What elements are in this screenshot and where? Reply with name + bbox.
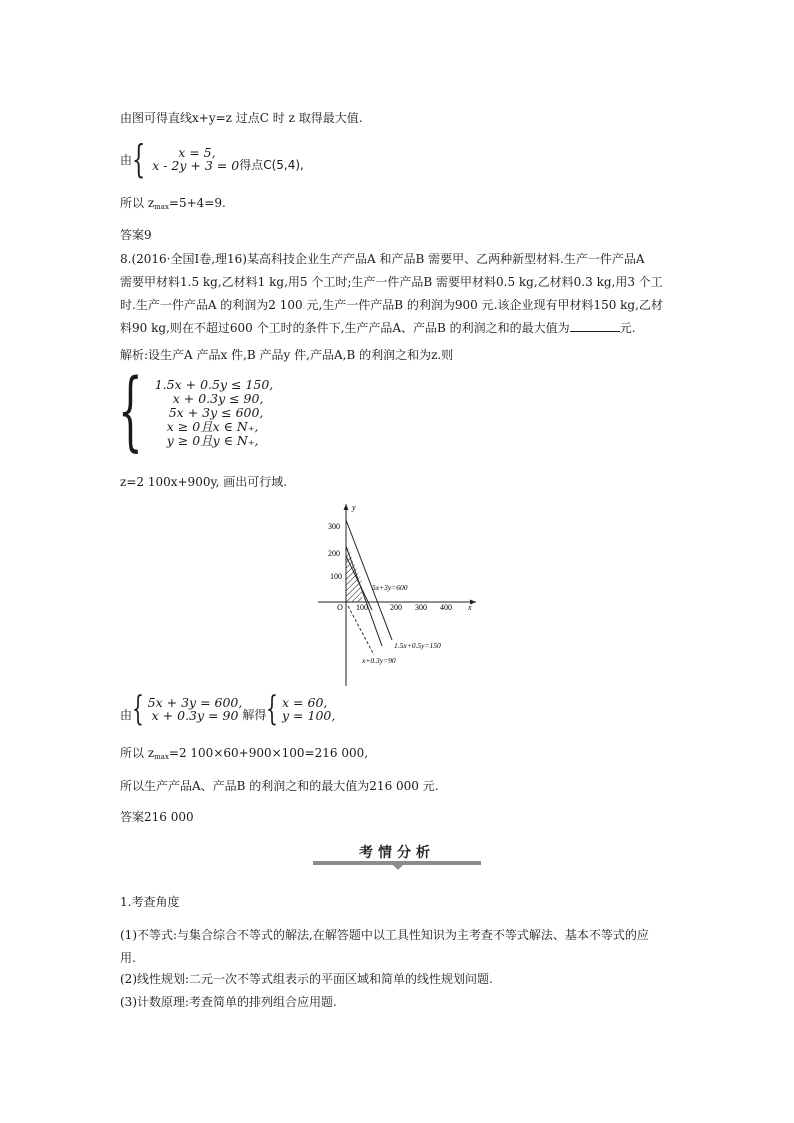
x-tick-label: 100 — [356, 603, 368, 612]
y-tick-label: 300 — [328, 522, 340, 531]
problem-line: 时.生产一件产品A 的利润为2 100 元,生产一件产品B 的利润为900 元.该企业现有甲材料150 kg,乙材 — [120, 298, 663, 312]
x-tick-label: 300 — [415, 603, 427, 612]
text-prefix: 由 — [120, 707, 133, 722]
text-suffix: 得点C(5,4), — [239, 157, 304, 172]
equation-rows — [152, 140, 239, 178]
answer-line: 答案9 — [120, 228, 152, 242]
solution-line: 解析:设生产A 产品x 件,B 产品y 件,产品A,B 的利润之和为z.则 — [120, 348, 454, 362]
line-label: 1.5x+0.5y=150 — [394, 641, 441, 650]
inequality-row: 1.5x + 0.5y ≤ 150, — [154, 377, 274, 392]
answer-line: 答案216 000 — [120, 810, 194, 824]
x-tick-label: 200 — [390, 603, 402, 612]
inequality-rows — [155, 377, 274, 449]
inequality-row: x ≥ 0且x ∈ N₊, — [166, 419, 259, 434]
brace: { — [118, 361, 143, 461]
y-axis-arrow — [344, 504, 349, 510]
text-mid: 解得 — [242, 707, 267, 722]
x-tick-label: 400 — [440, 603, 452, 612]
section-title: 考情分析 — [359, 845, 435, 861]
text-line: (2)线性规划:二元一次不等式组表示的平面区域和简单的线性规划问题. — [120, 972, 493, 986]
y-axis-label: y — [352, 503, 356, 512]
answer-blank — [570, 319, 620, 332]
equation-row: x + 0.3y = 90 — [151, 708, 239, 723]
equation-row: x - 2y + 3 = 0 — [152, 158, 240, 173]
equation-system-1 — [120, 137, 304, 181]
problem-line: 料90 kg,则在不超过600 个工时的条件下,生产产品A、产品B 的利润之和的最大值为 元. — [120, 321, 636, 335]
heading-line: 1.考查角度 — [120, 895, 180, 909]
banner-pointer — [393, 865, 403, 870]
text-line: 所以 $z_{max}=2$ 100×60+900×100=216 000, — [120, 746, 369, 761]
section-banner — [313, 840, 481, 868]
inequality-row: y ≥ 0且y ∈ N₊, — [166, 433, 259, 448]
text-line: 所以 $z_{max}=5+4=9$. — [120, 196, 226, 211]
line-label: x+0.3y=90 — [362, 656, 396, 665]
y-tick-label: 100 — [330, 572, 342, 581]
inequality-row: x + 0.3y ≤ 90, — [172, 391, 264, 406]
line-label: 5x+3y=600 — [372, 583, 408, 592]
inequality-system — [118, 361, 274, 461]
text-line: 由图可得直线x+y=z 过点C 时 z 取得最大值. — [120, 111, 363, 125]
brace: { — [266, 689, 279, 729]
text-line: z=2 100x+900y, 画出可行域. — [120, 475, 288, 489]
text-line: (3)计数原理:考查简单的排列组合应用题. — [120, 995, 337, 1009]
text-line: 所以生产产品A、产品B 的利润之和的最大值为216 000 元. — [120, 779, 439, 793]
text-prefix: 由 — [120, 152, 133, 167]
x-axis-label: x — [468, 603, 472, 612]
inequality-row: 5x + 3y ≤ 600, — [168, 405, 264, 420]
y-tick-label: 200 — [328, 549, 340, 558]
origin-label: O — [337, 603, 343, 612]
text-line: (1)不等式:与集合综合不等式的解法,在解答题中以工具性知识为主考查不等式解法、基本不等式的应 — [120, 928, 649, 942]
equation-row: y = 100, — [282, 708, 336, 723]
equation-rows — [148, 692, 243, 726]
equation-system-3 — [120, 689, 336, 729]
feasible-region-graph — [312, 500, 484, 688]
text-line: 用. — [120, 951, 136, 965]
equation-rows — [282, 692, 335, 726]
problem-line: 需要甲材料1.5 kg,乙材料1 kg,用5 个工时;生产一件产品B 需要甲材料0.5 kg,乙材料0.3 kg,用3 个工 — [120, 275, 663, 289]
brace: { — [132, 137, 146, 181]
equation-row: 5x + 3y = 600, — [147, 694, 243, 710]
equation-row: x = 60, — [282, 694, 328, 710]
problem-line: 8.(2016·全国Ⅰ卷,理16)某高科技企业生产产品A 和产品B 需要甲、乙两种新型材料.生产一件产品A — [120, 252, 645, 266]
equation-row: x = 5, — [178, 144, 216, 160]
brace: { — [132, 689, 144, 729]
